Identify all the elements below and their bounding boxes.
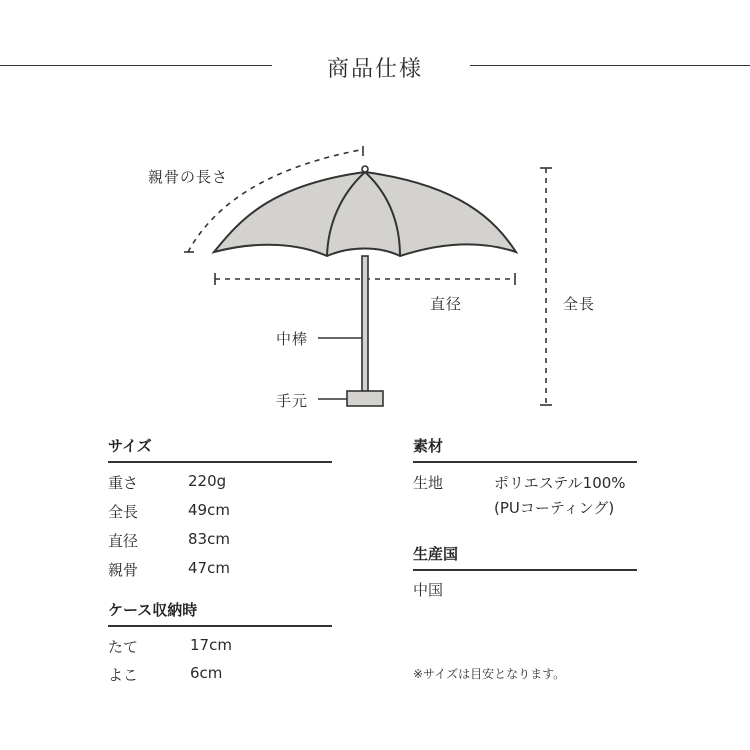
material-heading: 素材 [413, 437, 444, 455]
material-rule [413, 461, 637, 463]
material-fabric-key: 生地 [413, 474, 444, 492]
origin-heading: 生産国 [413, 545, 459, 563]
page-title: 商品仕様 [326, 57, 423, 82]
size-row-weight-key: 重さ [108, 474, 139, 492]
size-row-rib-value: 47cm [188, 559, 230, 577]
case-row-width-value: 6cm [190, 664, 223, 682]
umbrella-tip [362, 166, 368, 172]
size-row-diameter-key: 直径 [108, 532, 139, 550]
case-row-height-key: たて [108, 638, 139, 656]
case-row-height-value: 17cm [190, 636, 232, 654]
size-row-total-length-value: 49cm [188, 501, 230, 519]
case-row-width-key: よこ [108, 666, 139, 684]
case-heading: ケース収納時 [108, 601, 198, 619]
size-heading: サイズ [108, 437, 152, 455]
shaft [362, 256, 368, 392]
size-row-rib-key: 親骨 [108, 561, 139, 579]
origin-value: 中国 [413, 581, 444, 599]
size-row-weight-value: 220g [188, 472, 227, 490]
shaft-label: 中棒 [276, 330, 309, 348]
size-note: ※サイズは目安となります。 [413, 667, 566, 681]
handle-label: 手元 [276, 392, 309, 410]
diameter-label: 直径 [430, 295, 463, 313]
size-row-diameter-value: 83cm [188, 530, 230, 548]
size-row-total-length-key: 全長 [108, 503, 139, 521]
handle [347, 391, 383, 406]
size-rule [108, 461, 332, 463]
case-rule [108, 625, 332, 627]
rib-length-label: 親骨の長さ [148, 168, 229, 186]
material-fabric-value-line2: (PUコーティング) [494, 499, 615, 517]
origin-rule [413, 569, 637, 571]
material-fabric-value-line1: ポリエステル100% [494, 474, 626, 492]
canopy [214, 172, 516, 256]
total-length-label: 全長 [563, 295, 596, 313]
